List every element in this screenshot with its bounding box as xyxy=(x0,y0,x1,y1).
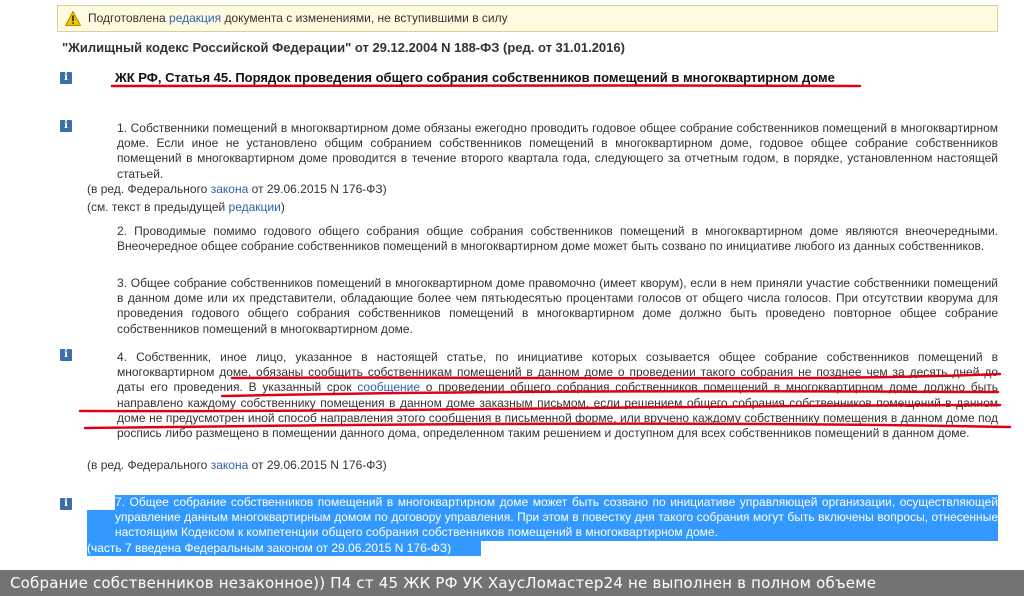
article-title-underline xyxy=(112,85,860,86)
message-link[interactable]: сообщение xyxy=(357,380,421,395)
paragraph-2: 2. Проводимые помимо годового общего собрания общие собрания собственников помещений в многоквартирном доме являются внеочередными. Внеочередное общее собрание собственников помещений в многоквартирном доме может быть созвано по инициативе любого из данных собственников. xyxy=(117,224,998,254)
info-icon[interactable]: i xyxy=(60,349,72,361)
paragraph-1-amendment-note: (в ред. Федерального закона от 29.06.2015 N 176-ФЗ) xyxy=(87,182,387,196)
paragraph-4-amendment-note: (в ред. Федерального закона от 29.06.2015 N 176-ФЗ) xyxy=(87,458,387,472)
document-title: "Жилищный кодекс Российской Федерации" от 29.12.2004 N 188-ФЗ (ред. от 31.01.2016) xyxy=(62,40,625,55)
info-icon[interactable]: i xyxy=(60,498,72,510)
caption-overlay xyxy=(0,570,1024,596)
paragraph-7-note: (часть 7 введена Федеральным законом от 29.06.2015 N 176-ФЗ) xyxy=(87,541,452,555)
paragraph-4: 4. Собственник, иное лицо, указанное в настоящей статье, по инициативе которых созывается общее собрание собственников помещений в многоквартирном доме, обязаны сообщить собственникам помещений в данном доме о проведении такого собрания не позднее чем за десять дней до даты его проведения. В указанный срок сообщение о проведении общего собрания собственников помещений в многоквартирном доме должно быть направлено каждому собственнику помещения в данном доме заказным письмом, если решением общего собрания собственников помещений в данном доме не предусмотрен иной способ направления этого сообщения в письменной форме, или вручено каждому собственнику помещения в данном доме под роспись либо размещено в помещении данного дома, определенном таким решением и доступном для всех собственников помещений в данном доме. xyxy=(117,350,999,441)
previous-edition-link[interactable]: редакции xyxy=(228,200,281,214)
notice-bar xyxy=(57,5,998,32)
law-link[interactable]: закона xyxy=(210,182,249,196)
previous-edition-note: (см. текст в предыдущей редакции) xyxy=(87,200,285,214)
article-title: ЖК РФ, Статья 45. Порядок проведения общего собрания собственников помещений в многоквартирном доме xyxy=(115,70,835,85)
notice-text: Подготовлена редакция документа с изменениями, не вступившими в силу xyxy=(88,11,508,25)
info-icon[interactable]: i xyxy=(60,72,72,84)
caption-text: Собрание собственников незаконное)) П4 ст 45 ЖК РФ УК ХаусЛомастер24 не выполнен в полном объеме xyxy=(10,574,877,592)
paragraph-3: 3. Общее собрание собственников помещений в многоквартирном доме правомочно (имеет кворум), если в нем приняли участие собственники помещений в данном доме или их представители, обладающие более чем пятьюдесятью процентами голосов от общего числа голосов. При отсутствии кворума для проведения годового общего собрания собственников помещений в многоквартирном доме должно быть проведено повторное общее собрание собственников помещений в многоквартирном доме. xyxy=(117,276,998,336)
law-link[interactable]: закона xyxy=(210,458,249,472)
paragraph-1: 1. Собственники помещений в многоквартирном доме обязаны ежегодно проводить годовое общее собрание собственников помещений в многоквартирном доме. Если иное не установлено общим собранием собственников помещений в многоквартирном доме, годовое общее собрание собственников помещений в многоквартирном доме проводится в течение второго квартала года, следующего за отчетным годом, в порядке, установленном настоящей статьей. xyxy=(117,121,998,181)
paragraph-7-selected[interactable] xyxy=(87,495,998,558)
edition-link[interactable]: редакция xyxy=(169,11,222,25)
warning-icon xyxy=(65,11,81,26)
paragraph-7-text: 7. Общее собрание собственников помещений в многоквартирном доме может быть созвано по инициативе управляющей организации, осуществляющей управление данным многоквартирным домом по договору управления. При этом в повестку дня такого собрания могут быть включены вопросы, отнесенные настоящим Кодексом к компетенции общего собрания собственников помещений в многоквартирном доме. xyxy=(115,495,998,540)
info-icon[interactable]: i xyxy=(60,120,72,132)
